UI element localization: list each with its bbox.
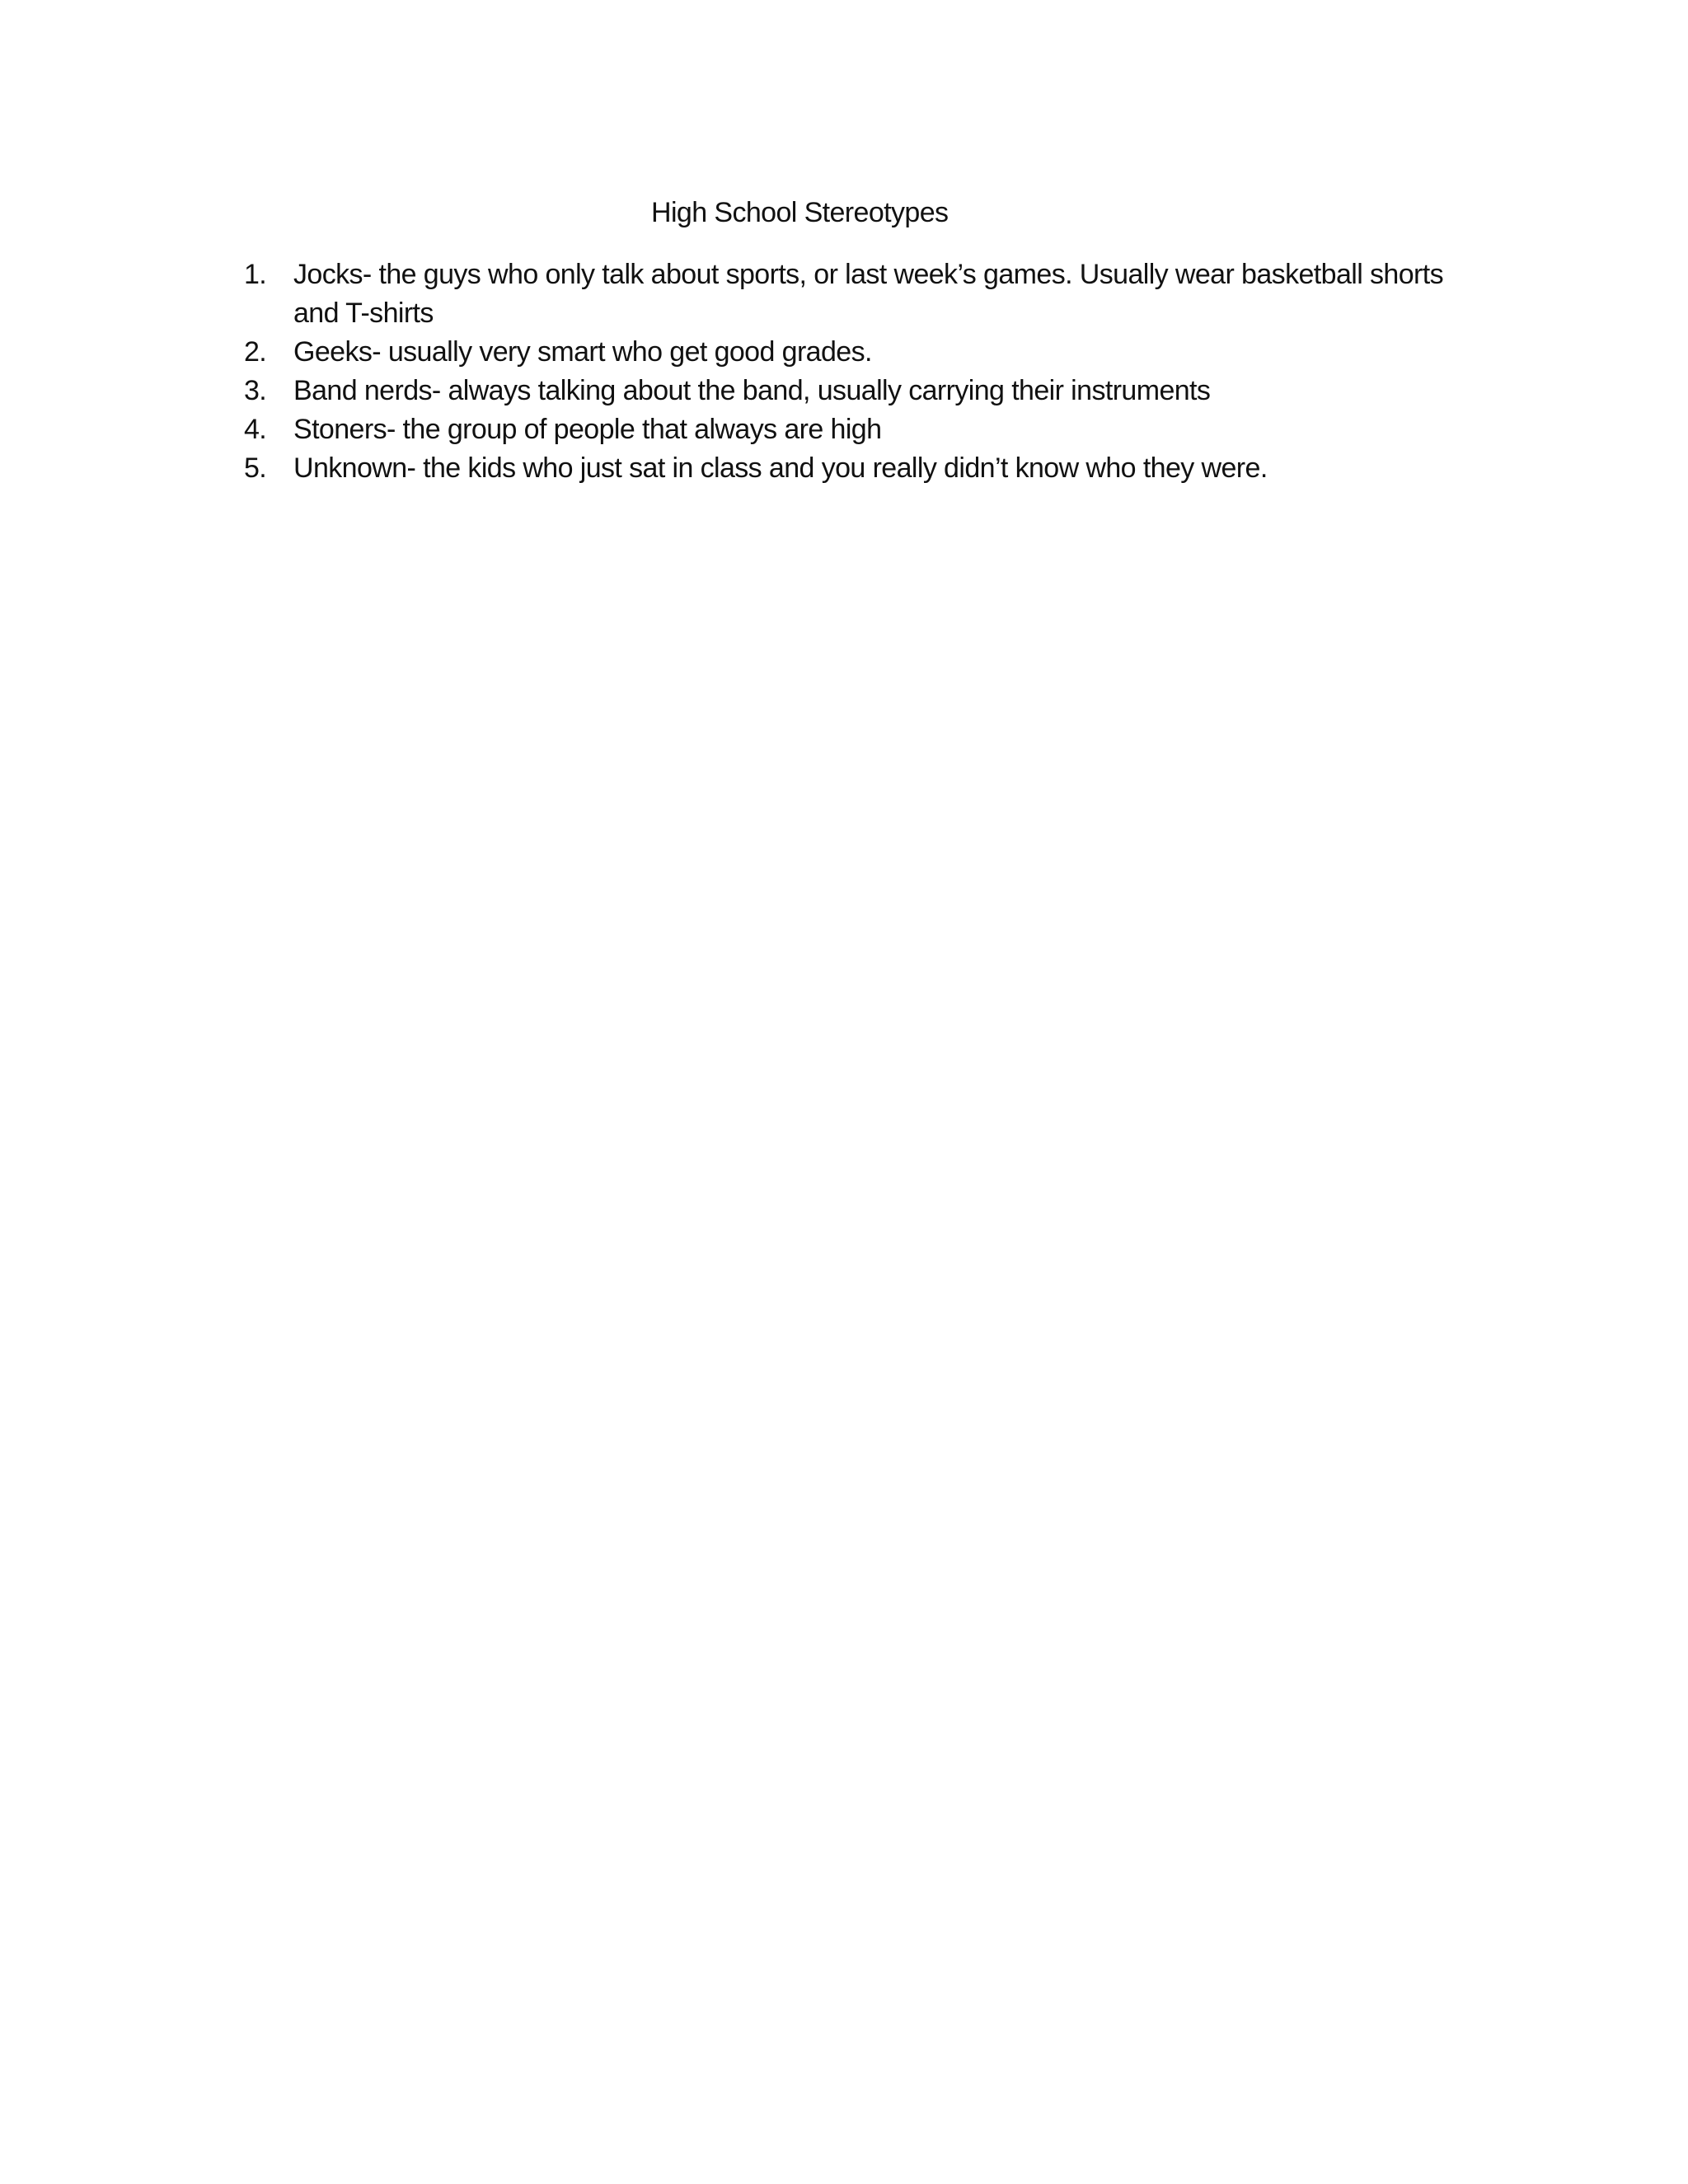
list-item-text: Unknown- the kids who just sat in class and you really didn’t know who they were. [293, 452, 1268, 484]
list-item [244, 410, 1489, 449]
document-title: High School Stereotypes [651, 197, 949, 228]
list-item [244, 372, 1489, 410]
list-item-number: 3. [244, 375, 267, 406]
list-item-text: Stoners- the group of people that always are high [293, 414, 882, 445]
list-item [244, 255, 1489, 333]
list-item [244, 333, 1489, 372]
list-item-text: Band nerds- always talking about the band, usually carrying their instruments [293, 375, 1211, 406]
list-item-text: Geeks- usually very smart who get good grades. [293, 336, 872, 368]
stereotype-list [244, 255, 1489, 488]
list-item-text: Jocks- the guys who only talk about sports, or last week’s games. Usually wear basketball shorts and T-shirts [293, 259, 1443, 329]
list-item-number: 5. [244, 452, 267, 484]
list-item-number: 4. [244, 414, 267, 445]
list-item-number: 1. [244, 259, 267, 290]
list-item-number: 2. [244, 336, 267, 368]
list-item [244, 449, 1489, 488]
